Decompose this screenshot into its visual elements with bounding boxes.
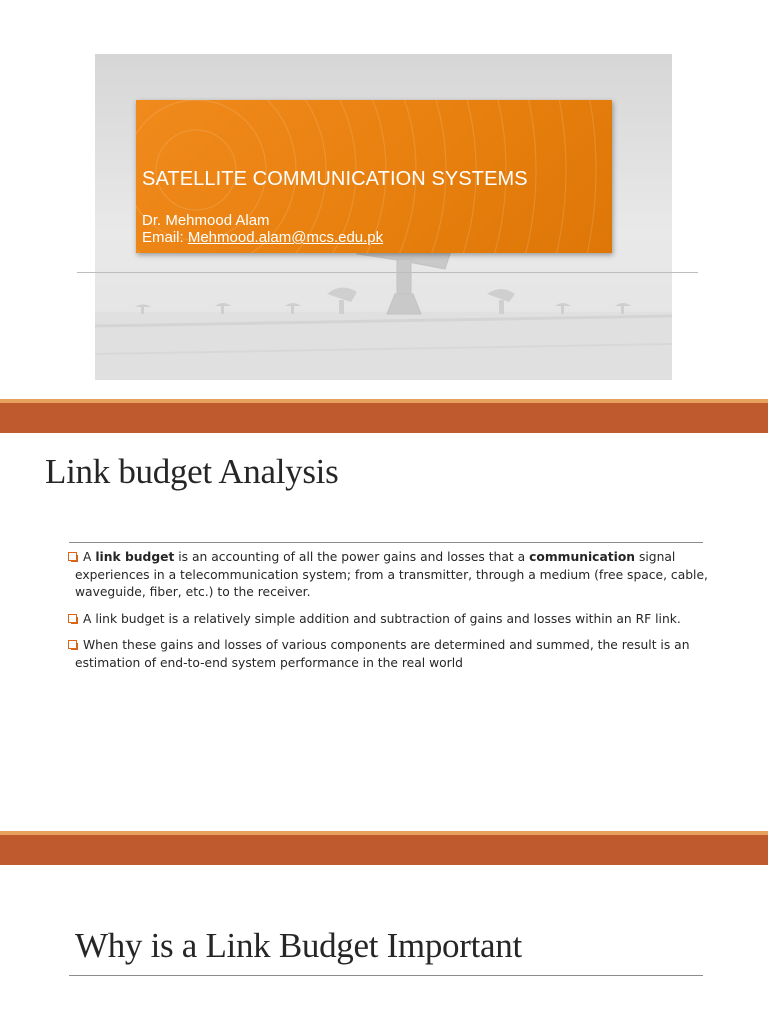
square-bullet-icon (68, 614, 77, 623)
square-bullet-icon (68, 640, 77, 649)
bullet-text-part: signal experiences in a telecommunication system; from a transmitter, through a medium (free space, cable, waveguide, fiber, etc.) to the receiver. (75, 550, 708, 599)
bullet-text-part: is an accounting of all the power gains and losses that a (174, 550, 530, 564)
slide-title-why-link-budget: Why is a Link Budget Important (75, 926, 522, 965)
bullet-item (68, 611, 708, 629)
slide-separator-band (0, 831, 768, 865)
email-link[interactable]: Mehmood.alam@mcs.edu.pk (187, 229, 384, 246)
email-label: Email: (142, 229, 188, 246)
square-bullet-icon (68, 552, 77, 561)
bullet-item (68, 637, 708, 672)
bullet-text: A link budget is a relatively simple addition and subtraction of gains and losses within an RF link. (83, 611, 681, 626)
slide-title-link-budget-analysis: Link budget Analysis (45, 452, 339, 491)
bullet-item (68, 549, 708, 602)
presentation-title: SATELLITE COMMUNICATION SYSTEMS (142, 168, 528, 190)
title-box (136, 100, 612, 253)
band-highlight (0, 831, 768, 835)
author-name: Dr. Mehmood Alam (142, 212, 270, 229)
title-divider (69, 542, 703, 543)
title-slide-divider (77, 272, 698, 273)
band-highlight (0, 399, 768, 403)
bullet-text (75, 550, 708, 599)
bullet-text-part: A (83, 550, 96, 564)
bold-term-link-budget: link budget (95, 550, 175, 564)
bullet-text: When these gains and losses of various components are determined and summed, the result is an estimation of end-to-end system performance in the real world (75, 638, 690, 670)
title-divider (69, 975, 703, 976)
bold-term-communication: communication (529, 550, 636, 564)
email-row (142, 230, 383, 246)
bullet-list (68, 549, 708, 681)
slide-separator-band (0, 399, 768, 433)
